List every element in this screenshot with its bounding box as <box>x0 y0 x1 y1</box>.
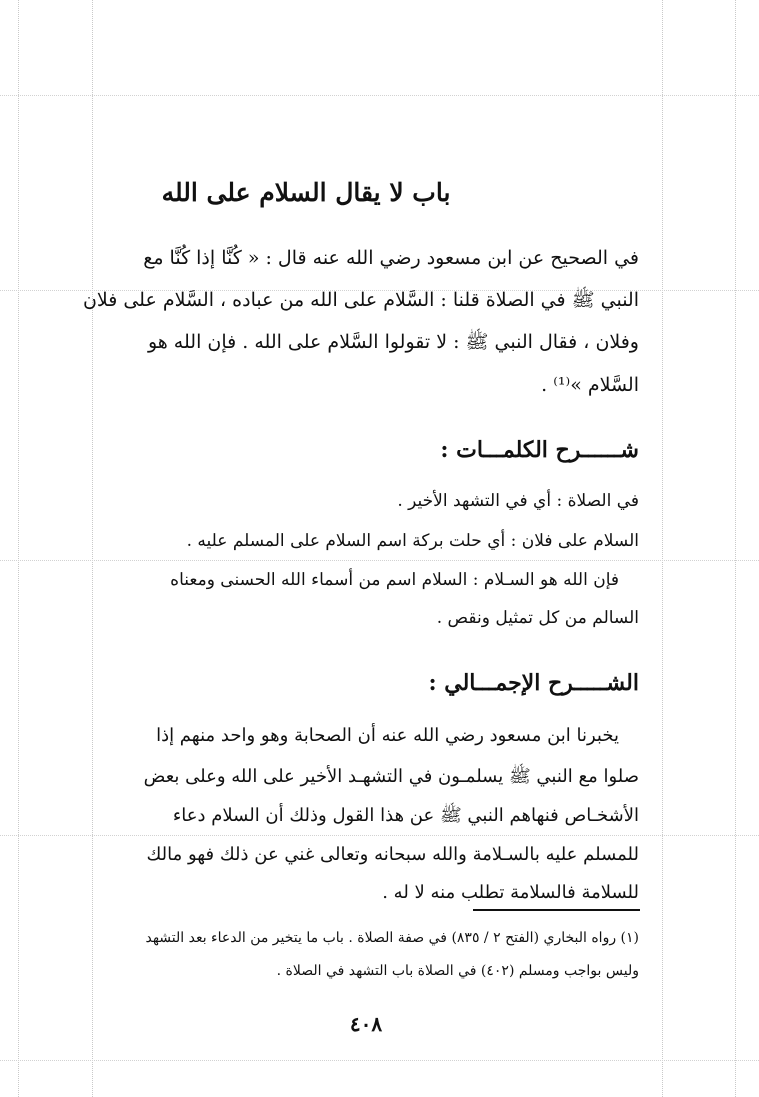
scan-guide-line <box>0 560 759 561</box>
summary-line: يخبرنا ابن مسعود رضي الله عنه أن الصحابة وهو واحد منهم إذا <box>156 725 619 746</box>
words-heading: شــــــرح الكلمـــات : <box>440 437 639 463</box>
summary-heading: الشـــــرح الإجمـــالي : <box>428 670 639 696</box>
hadith-line: وفلان ، فقال النبي ﷺ : لا تقولوا السَّلام على الله . فإن الله هو <box>147 331 639 353</box>
scan-guide-line <box>0 95 759 96</box>
footnote-separator <box>473 909 640 911</box>
footnote-line: وليس بواجب ومسلم (٤٠٢) في الصلاة باب التشهد في الصلاة . <box>276 963 639 979</box>
scan-guide-line <box>735 0 736 1097</box>
summary-line: الأشخـاص فنهاهم النبي ﷺ عن هذا القول وذلك أن السلام دعاء <box>172 805 639 826</box>
scan-guide-line <box>662 0 663 1097</box>
summary-line: للمسلم عليه بالسـلامة والله سبحانه وتعالى غني عن ذلك فهو مالك <box>146 844 639 865</box>
summary-line: للسلامة فالسلامة تطلب منه لا له . <box>382 882 639 903</box>
definition-line: في الصلاة : أي في التشهد الأخير . <box>397 491 639 511</box>
page-number: ٤٠٨ <box>349 1012 383 1036</box>
scan-guide-line <box>0 835 759 836</box>
summary-line: صلوا مع النبي ﷺ يسلمـون في التشهـد الأخير على الله وعلى بعض <box>143 766 639 787</box>
definition-line: فإن الله هو السـلام : السلام اسم من أسماء الله الحسنى ومعناه <box>170 570 619 590</box>
definition-line: السلام على فلان : أي حلت بركة اسم السلام على المسلم عليه . <box>186 531 639 551</box>
scan-guide-line <box>18 0 19 1097</box>
definition-line: السالم من كل تمثيل ونقص . <box>436 608 639 628</box>
chapter-title: باب لا يقال السلام على الله <box>161 178 451 207</box>
scan-guide-line <box>0 1060 759 1061</box>
hadith-line: في الصحيح عن ابن مسعود رضي الله عنه قال : « كُنَّا إذا كُنَّا مع <box>143 247 639 269</box>
hadith-line: السَّلام »⁽¹⁾ . <box>541 374 639 396</box>
hadith-line: النبي ﷺ في الصلاة قلنا : السَّلام على الله من عباده ، السَّلام على فلان <box>82 289 639 311</box>
footnote-line: (١) رواه البخاري (الفتح ٢ / ٨٣٥) في صفة الصلاة . باب ما يتخير من الدعاء بعد التشهد <box>145 930 639 946</box>
scan-guide-line <box>92 0 93 1097</box>
